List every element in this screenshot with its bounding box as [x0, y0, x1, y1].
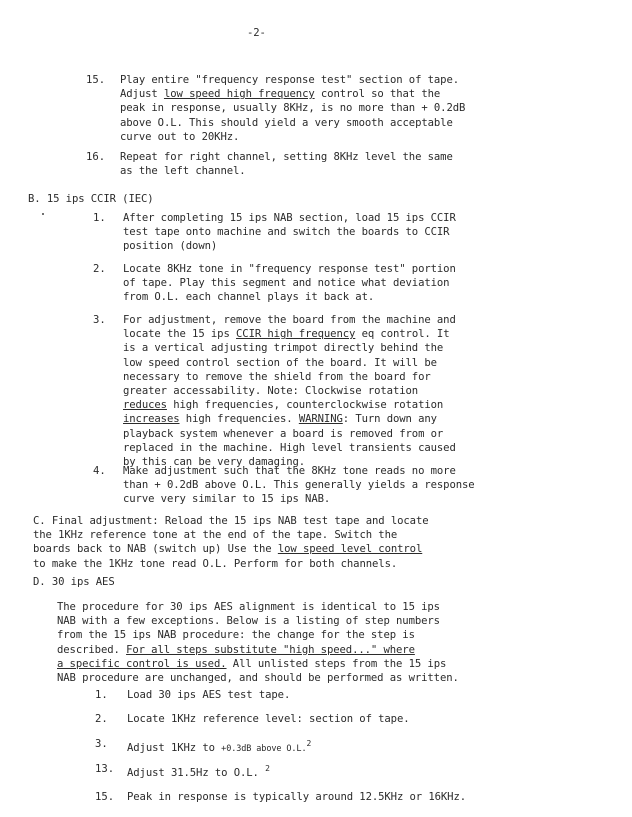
footnote-marker: 2 [265, 764, 270, 773]
step-text-line: greater accessability. Note: Clockwise rotation [123, 385, 419, 397]
step-number: 3. [93, 314, 106, 326]
step-text-line: Peak in response is typically around 12.5KHz or 16KHz. [127, 791, 467, 803]
step-text-line: than + 0.2dB above O.L. This generally yields a response [123, 479, 475, 492]
step-number: 16. [86, 151, 106, 163]
step-text-line: Load 30 ips AES test tape. [127, 689, 291, 701]
paragraph-line: to make the 1KHz tone read O.L. Perform for both channels. [33, 557, 398, 570]
paragraph-line: The procedure for 30 ips AES alignment is identical to 15 ips [57, 601, 440, 613]
step-text-line: curve very similar to 15 ips NAB. [123, 493, 331, 506]
underlined-text: CCIR high frequency [236, 328, 356, 341]
step-text-line: replaced in the machine. High level transients caused [123, 441, 456, 454]
step-number: 13. [95, 763, 115, 775]
paragraph-line: the 1KHz reference tone at the end of the tape. Switch the [33, 529, 398, 542]
step-text-line: peak in response, usually 8KHz, is no more than + 0.2dB [120, 102, 466, 115]
step-text-line: as the left channel. [120, 165, 246, 178]
paragraph-line: boards back to NAB (switch up) Use the low speed level control [33, 543, 423, 556]
underlined-text: WARNING [298, 413, 343, 426]
step-text-line: Make adjustment such that the 8KHz tone reads no more [123, 465, 456, 477]
underlined-text: low speed level control [277, 543, 423, 556]
step-number: 15. [86, 74, 106, 86]
paragraph-line: NAB with a few exceptions. Below is a listing of step numbers [57, 615, 440, 628]
step-text-line: locate the 15 ips CCIR high frequency eq control. It [123, 328, 450, 341]
paragraph-line: a specific control is used. All unlisted steps from the 15 ips [57, 657, 447, 670]
step-text-line: from O.L. each channel plays it back at. [123, 291, 375, 304]
step-number: 15. [95, 791, 115, 803]
step-text-line: Locate 8KHz tone in "frequency response test" portion [123, 263, 456, 275]
section-heading: D. 30 ips AES [33, 576, 115, 588]
step-text-line: Adjust 31.5Hz to O.L. $^2$ [127, 764, 270, 779]
step-text-line: increases high frequencies. WARNING: Turn down any [123, 413, 437, 426]
step-number: 1. [95, 689, 108, 701]
step-number: 2. [95, 713, 108, 725]
step-text-line: position (down) [123, 240, 218, 253]
page-number: -2- [247, 27, 266, 39]
step-text-line: Play entire "frequency response test" section of tape. [120, 74, 460, 86]
step-text-line: Locate 1KHz reference level: section of tape. [127, 713, 410, 725]
paragraph-line: C. Final adjustment: Reload the 15 ips NAB test tape and locate [33, 515, 429, 527]
underlined-text: a specific control is used. [57, 657, 227, 670]
step-text-line: Adjust low speed high frequency control so that the [120, 88, 441, 101]
step-text-line: For adjustment, remove the board from the machine and [123, 314, 456, 326]
section-heading: B. 15 ips CCIR (IEC) [28, 193, 154, 205]
step-text-line: After completing 15 ips NAB section, load 15 ips CCIR [123, 212, 456, 224]
footnote-marker: 2 [306, 739, 312, 748]
step-text-line: low speed control section of the board. It will be [123, 356, 437, 369]
paragraph-line: from the 15 ips NAB procedure: the change for the step is [57, 629, 415, 642]
margin-mark [42, 213, 44, 215]
underlined-text: low speed high frequency [163, 88, 315, 101]
step-text-line: above O.L. This should yield a very smooth acceptable [120, 116, 453, 129]
paragraph-line: described. For all steps substitute "high speed..." where [57, 643, 415, 656]
underlined-text: increases [123, 413, 180, 426]
step-text-line: curve out to 20KHz. [120, 130, 240, 143]
step-number: 3. [95, 738, 108, 750]
underlined-text: For all steps substitute "high speed..." where [126, 643, 415, 656]
step-number: 1. [93, 212, 106, 224]
step-text-line: Repeat for right channel, setting 8KHz level the same [120, 151, 453, 163]
step-text-line: of tape. Play this segment and notice what deviation [123, 277, 450, 290]
underlined-text: reduces [123, 399, 167, 412]
paragraph-line: NAB procedure are unchanged, and should be performed as written. [57, 672, 459, 684]
step-number: 2. [93, 263, 106, 275]
step-text-line: by this can be very damaging. [123, 456, 306, 468]
step-number: 4. [93, 465, 106, 477]
step-text-line: is a vertical adjusting trimpot directly behind the [123, 342, 444, 355]
step-text-line: test tape onto machine and switch the boards to CCIR [123, 226, 450, 239]
step-text-line: necessary to remove the shield from the board for [123, 370, 431, 383]
step-text-line: reduces high frequencies, counterclockwise rotation [123, 399, 444, 412]
step-text-line: Adjust 1KHz to +0.3dB above O.L.$^2$ [127, 739, 312, 754]
step-text-line: playback system whenever a board is removed from or [123, 427, 444, 440]
handwritten-note: +0.3dB above O.L. [221, 744, 307, 754]
